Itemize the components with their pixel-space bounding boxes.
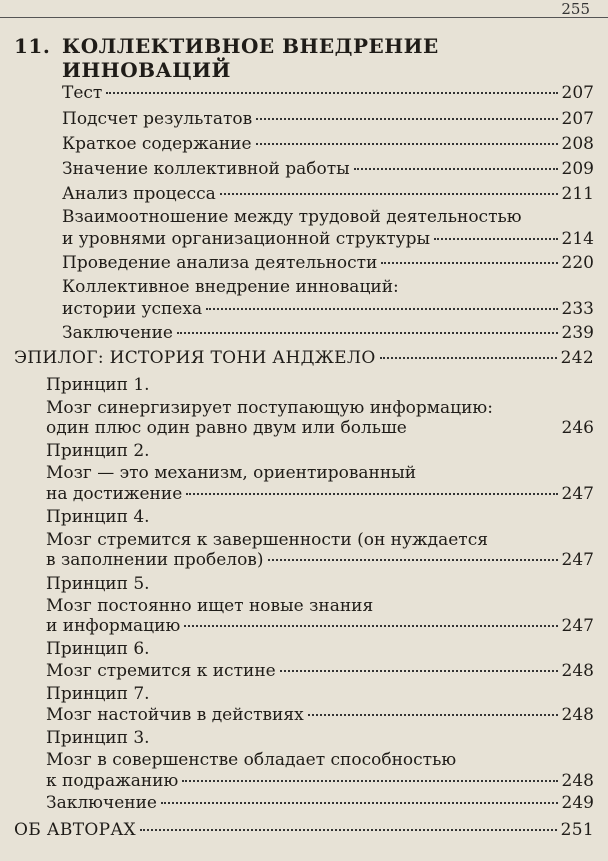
leader-dots — [177, 332, 558, 334]
toc-entry-page: 247 — [561, 550, 594, 570]
toc-entry-page: 207 — [561, 109, 594, 129]
leader-dots — [434, 238, 557, 240]
principle-heading: Принцип 3. — [46, 728, 150, 748]
toc-section-epilog[interactable] — [14, 347, 594, 369]
principle-line2: на достижение — [46, 484, 183, 504]
chapter-title-line1: КОЛЛЕКТИВНОЕ ВНЕДРЕНИЕ — [62, 34, 439, 58]
leader-dots — [280, 670, 558, 672]
leader-dots — [380, 357, 557, 359]
leader-dots — [411, 427, 558, 429]
leader-dots — [182, 780, 557, 782]
principle-heading: Принцип 6. — [46, 639, 150, 659]
leader-dots — [184, 625, 557, 627]
leader-dots — [256, 143, 558, 145]
principle-line1: Мозг — это механизм, ориентированный — [46, 463, 417, 483]
toc-entry[interactable] — [62, 298, 594, 320]
toc-entry-page: 249 — [561, 793, 594, 813]
toc-section-page: 242 — [560, 348, 594, 368]
toc-entry-page: 214 — [561, 229, 594, 249]
principle-line1: Мозг синергизирует поступающую информацию: — [46, 398, 493, 418]
principle-heading: Принцип 7. — [46, 684, 150, 704]
toc-entry[interactable] — [46, 549, 594, 571]
toc-entry-label: Заключение — [62, 323, 173, 343]
leader-dots — [256, 118, 557, 120]
leader-dots — [381, 262, 557, 264]
toc-entry-label: Заключение — [46, 793, 157, 813]
toc-entry[interactable] — [46, 483, 594, 505]
toc-entry-page: 247 — [561, 484, 594, 504]
toc-entry-label: Анализ процесса — [62, 184, 216, 204]
toc-entry-page: 247 — [561, 616, 594, 636]
toc-entry[interactable] — [46, 792, 594, 814]
page-number: 255 — [561, 0, 590, 18]
principle-heading: Принцип 5. — [46, 574, 150, 594]
toc-entry[interactable] — [62, 158, 594, 180]
toc-section-label: ОБ АВТОРАХ — [14, 820, 136, 840]
principle-line1: Мозг стремится к истине — [46, 661, 276, 681]
toc-entry-page: 248 — [561, 771, 594, 791]
toc-entry[interactable] — [46, 704, 594, 726]
toc-entry-label-line2: истории успеха — [62, 299, 203, 319]
principle-heading: Принцип 2. — [46, 441, 150, 461]
toc-entry[interactable] — [46, 615, 594, 637]
leader-dots — [220, 193, 558, 195]
chapter-title-line2: ИННОВАЦИЙ — [62, 58, 231, 82]
toc-entry[interactable] — [62, 252, 594, 274]
leader-dots — [308, 714, 558, 716]
toc-entry[interactable] — [62, 82, 594, 104]
toc-entry-label: Значение коллективной работы — [62, 159, 350, 179]
toc-entry[interactable] — [62, 228, 594, 250]
principle-heading: Принцип 1. — [46, 375, 150, 395]
toc-entry-page: 211 — [561, 184, 594, 204]
toc-entry[interactable] — [46, 417, 594, 439]
toc-section-about-authors[interactable] — [14, 819, 594, 841]
toc-entry-page: 233 — [561, 299, 594, 319]
toc-entry-label: Подсчет результатов — [62, 109, 253, 129]
principle-line1: Мозг постоянно ищет новые знания — [46, 596, 374, 616]
toc-entry-page: 207 — [561, 83, 594, 103]
toc-entry-label-line2: и уровнями организационной структуры — [62, 229, 431, 249]
leader-dots — [161, 802, 558, 804]
leader-dots — [354, 168, 558, 170]
leader-dots — [106, 92, 557, 94]
toc-entry-label: Проведение анализа деятельности — [62, 253, 378, 273]
toc-section-page: 251 — [560, 820, 594, 840]
toc-entry[interactable] — [62, 108, 594, 130]
chapter-heading — [14, 34, 594, 82]
principle-line1: Мозг стремится к завершенности (он нуждается — [46, 530, 488, 550]
principle-line2: и информацию — [46, 616, 181, 636]
toc-entry-label-line1: Коллективное внедрение инноваций: — [62, 277, 399, 297]
principle-line1: Мозг в совершенстве обладает способностью — [46, 750, 457, 770]
toc-entry-page: 246 — [561, 418, 594, 438]
principle-line2: к подражанию — [46, 771, 179, 791]
toc-entry-label: Краткое содержание — [62, 134, 252, 154]
chapter-number: 11. — [14, 34, 51, 58]
principle-heading: Принцип 4. — [46, 507, 150, 527]
toc-entry-page: 248 — [561, 661, 594, 681]
leader-dots — [186, 493, 557, 495]
principle-line2: в заполнении пробелов) — [46, 550, 264, 570]
toc-entry-page: 248 — [561, 705, 594, 725]
toc-entry-label: Тест — [62, 83, 103, 103]
principle-line2: один плюс один равно двум или больше — [46, 418, 407, 438]
toc-entry[interactable] — [62, 133, 594, 155]
toc-entry-page: 239 — [561, 323, 594, 343]
principle-line1: Мозг настойчив в действиях — [46, 705, 304, 725]
leader-dots — [140, 829, 557, 831]
leader-dots — [206, 308, 557, 310]
toc-entry-page: 208 — [561, 134, 594, 154]
toc-entry[interactable] — [62, 183, 594, 205]
header-rule — [0, 17, 608, 18]
toc-entry-label-line1: Взаимоотношение между трудовой деятельностью — [62, 207, 522, 227]
toc-section-label: ЭПИЛОГ: ИСТОРИЯ ТОНИ АНДЖЕЛО — [14, 348, 376, 368]
toc-entry[interactable] — [46, 660, 594, 682]
toc-entry-page: 220 — [561, 253, 594, 273]
toc-entry[interactable] — [62, 322, 594, 344]
toc-entry[interactable] — [46, 770, 594, 792]
toc-entry-page: 209 — [561, 159, 594, 179]
leader-dots — [268, 559, 558, 561]
